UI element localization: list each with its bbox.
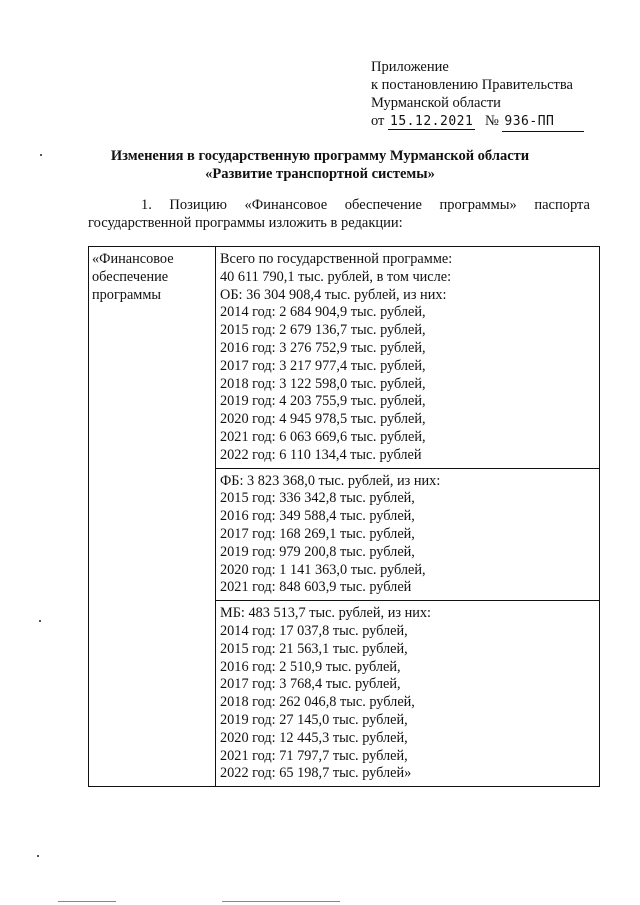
block-line: 2021 год: 6 063 669,6 тыс. рублей,	[220, 428, 426, 445]
title-line-2: «Развитие транспортной системы»	[205, 166, 435, 182]
block-line: 2019 год: 979 200,8 тыс. рублей,	[220, 543, 415, 560]
scan-artifact	[40, 154, 42, 156]
document-title	[0, 147, 640, 183]
appendix-resolution: к постановлению Правительства	[371, 77, 573, 93]
paragraph-word: программы»	[439, 197, 517, 213]
paragraph-word: Позицию	[169, 197, 227, 213]
regional-budget-cell	[216, 247, 600, 469]
paragraph-word: обеспечение	[344, 197, 422, 213]
appendix-title: Приложение	[371, 59, 449, 75]
block-line: Всего по государственной программе:	[220, 251, 453, 267]
label-cell	[89, 247, 216, 787]
block-line: 2020 год: 12 445,3 тыс. рублей,	[220, 729, 408, 746]
block-line: 2016 год: 349 588,4 тыс. рублей,	[220, 508, 415, 525]
appendix-region: Мурманской области	[371, 95, 501, 111]
title-line-1: Изменения в государственную программу Мурманской области	[110, 148, 530, 164]
block-line: ОБ: 36 304 908,4 тыс. рублей, из них:	[220, 286, 447, 303]
scan-artifact	[222, 901, 340, 902]
scan-artifact	[58, 901, 116, 902]
block-line: 2017 год: 3 217 977,4 тыс. рублей,	[220, 357, 426, 374]
block-line: 2018 год: 262 046,8 тыс. рублей,	[220, 694, 415, 711]
block-line: 2014 год: 2 684 904,9 тыс. рублей,	[220, 304, 426, 321]
block-line: 2017 год: 168 269,1 тыс. рублей,	[220, 525, 415, 542]
financing-table	[88, 246, 600, 787]
paragraph-word: 1.	[141, 197, 152, 213]
block-line: МБ: 483 513,7 тыс. рублей, из них:	[220, 605, 431, 622]
paragraph-word: «Финансовое	[244, 197, 328, 213]
date-prefix: от	[371, 113, 385, 129]
block-line: 2021 год: 848 603,9 тыс. рублей	[220, 579, 412, 596]
resolution-date: 15.12.2021	[390, 114, 474, 129]
block-line: 2022 год: 65 198,7 тыс. рублей»	[220, 765, 412, 782]
block-line: 2019 год: 4 203 755,9 тыс. рублей,	[220, 393, 426, 410]
appendix-header	[371, 58, 584, 132]
paragraph-second-line: государственной программы изложить в редакции:	[88, 215, 403, 231]
appendix-date-line	[371, 112, 584, 132]
paragraph-first-line	[88, 196, 590, 214]
label-line: программы	[92, 286, 162, 303]
block-line: 2017 год: 3 768,4 тыс. рублей,	[220, 676, 401, 693]
municipal-budget-cell	[216, 601, 600, 787]
block-line: 40 611 790,1 тыс. рублей, в том числе:	[220, 268, 452, 285]
block-line: 2020 год: 4 945 978,5 тыс. рублей,	[220, 411, 426, 428]
block-line: 2016 год: 3 276 752,9 тыс. рублей,	[220, 339, 426, 356]
label-line: обеспечение	[92, 268, 169, 285]
paragraph-word: паспорта	[534, 197, 590, 213]
block-line: 2015 год: 2 679 136,7 тыс. рублей,	[220, 322, 426, 339]
scan-artifact	[39, 620, 41, 622]
block-line: 2020 год: 1 141 363,0 тыс. рублей,	[220, 561, 426, 578]
block-line: 2015 год: 336 342,8 тыс. рублей,	[220, 490, 415, 507]
number-label: №	[484, 113, 499, 129]
scan-artifact	[37, 855, 39, 857]
resolution-number: 936-ПП	[502, 113, 584, 132]
block-line: ФБ: 3 823 368,0 тыс. рублей, из них:	[220, 472, 441, 489]
block-line: 2015 год: 21 563,1 тыс. рублей,	[220, 640, 408, 657]
paragraph-1	[88, 196, 590, 232]
table-row	[89, 247, 600, 469]
label-line: «Финансовое	[92, 251, 174, 267]
block-line: 2022 год: 6 110 134,4 тыс. рублей	[220, 446, 422, 463]
block-line: 2019 год: 27 145,0 тыс. рублей,	[220, 711, 408, 728]
block-line: 2021 год: 71 797,7 тыс. рублей,	[220, 747, 408, 764]
federal-budget-cell	[216, 468, 600, 601]
block-line: 2014 год: 17 037,8 тыс. рублей,	[220, 622, 408, 639]
block-line: 2016 год: 2 510,9 тыс. рублей,	[220, 658, 401, 675]
block-line: 2018 год: 3 122 598,0 тыс. рублей,	[220, 375, 426, 392]
